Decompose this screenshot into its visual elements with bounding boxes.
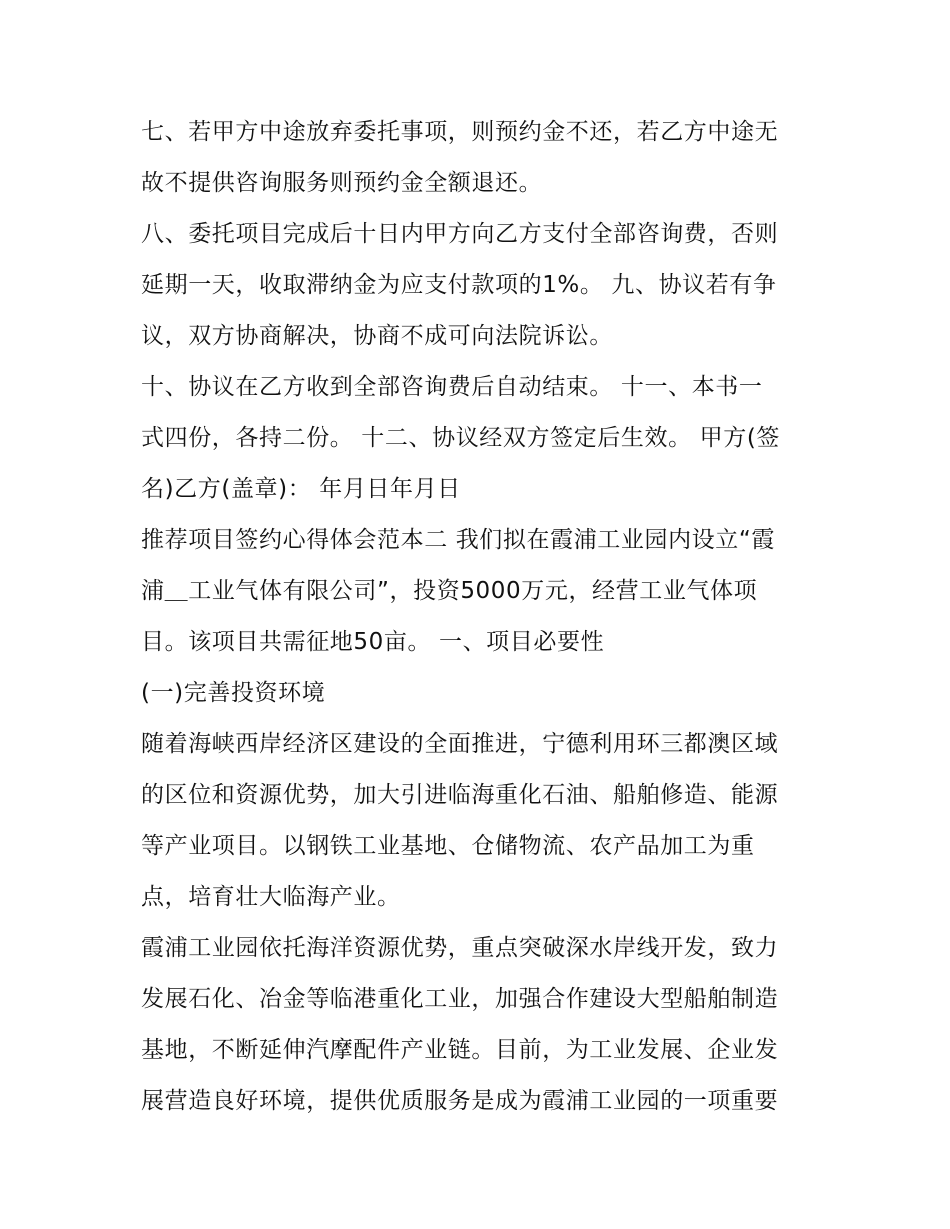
paragraph-xiapu-industrial-park: [141, 923, 821, 1127]
text-line: 浦＿工业气体有限公司”，投资5000万元，经营工业气体项: [141, 578, 758, 604]
text-line: 展营造良好环境，提供优质服务是成为霞浦工业园的一项重要: [141, 1088, 779, 1114]
paragraph-west-coast-economic-zone: [141, 719, 821, 923]
text-line: 式四份，各持二份。 十二、协议经双方签定后生效。 甲方(签: [141, 425, 780, 451]
text-line: 八、委托项目完成后十日内甲方向乙方支付全部咨询费，否则: [141, 221, 779, 247]
text-line: 十、协议在乙方收到全部咨询费后自动结束。 十一、本书一: [141, 374, 763, 400]
section-heading-investment-environment: [141, 668, 821, 719]
paragraph-10-termination: [141, 362, 821, 515]
text-line: 七、若甲方中途放弃委托事项，则预约金不还，若乙方中途无: [141, 119, 779, 145]
text-line: 的区位和资源优势，加大引进临海重化石油、船舶修造、能源: [141, 782, 779, 808]
text-line: 霞浦工业园依托海洋资源优势，重点突破深水岸线开发，致力: [141, 935, 779, 961]
text-line: 目。该项目共需征地50亩。 一、项目必要性: [141, 629, 605, 655]
text-line: 名)乙方(盖章)： 年月日年月日: [141, 476, 461, 502]
text-line: 基地，不断延伸汽摩配件产业链。目前，为工业发展、企业发: [141, 1037, 779, 1063]
text-line: 点，培育壮大临海产业。: [141, 884, 401, 910]
text-line: 延期一天，收取滞纳金为应支付款项的1%。 九、协议若有争: [141, 272, 777, 298]
text-line: 随着海峡西岸经济区建设的全面推进，宁德利用环三都澳区域: [141, 731, 779, 757]
text-line: 等产业项目。以钢铁工业基地、仓储物流、农产品加工为重: [141, 833, 755, 859]
text-line: 推荐项目签约心得体会范本二 我们拟在霞浦工业园内设立“霞: [141, 527, 776, 553]
text-line: 故不提供咨询服务则预约金全额退还。: [141, 170, 543, 196]
document-body: [141, 107, 821, 1127]
paragraph-sample-two-intro: [141, 515, 821, 668]
text-line: 议，双方协商解决，协商不成可向法院诉讼。: [141, 323, 613, 349]
text-line: 发展石化、冶金等临港重化工业，加强合作建设大型船舶制造: [141, 986, 779, 1012]
text-line: (一)完善投资环境: [141, 680, 326, 706]
paragraph-8-payment: [141, 209, 821, 362]
paragraph-7-refund: [141, 107, 821, 209]
